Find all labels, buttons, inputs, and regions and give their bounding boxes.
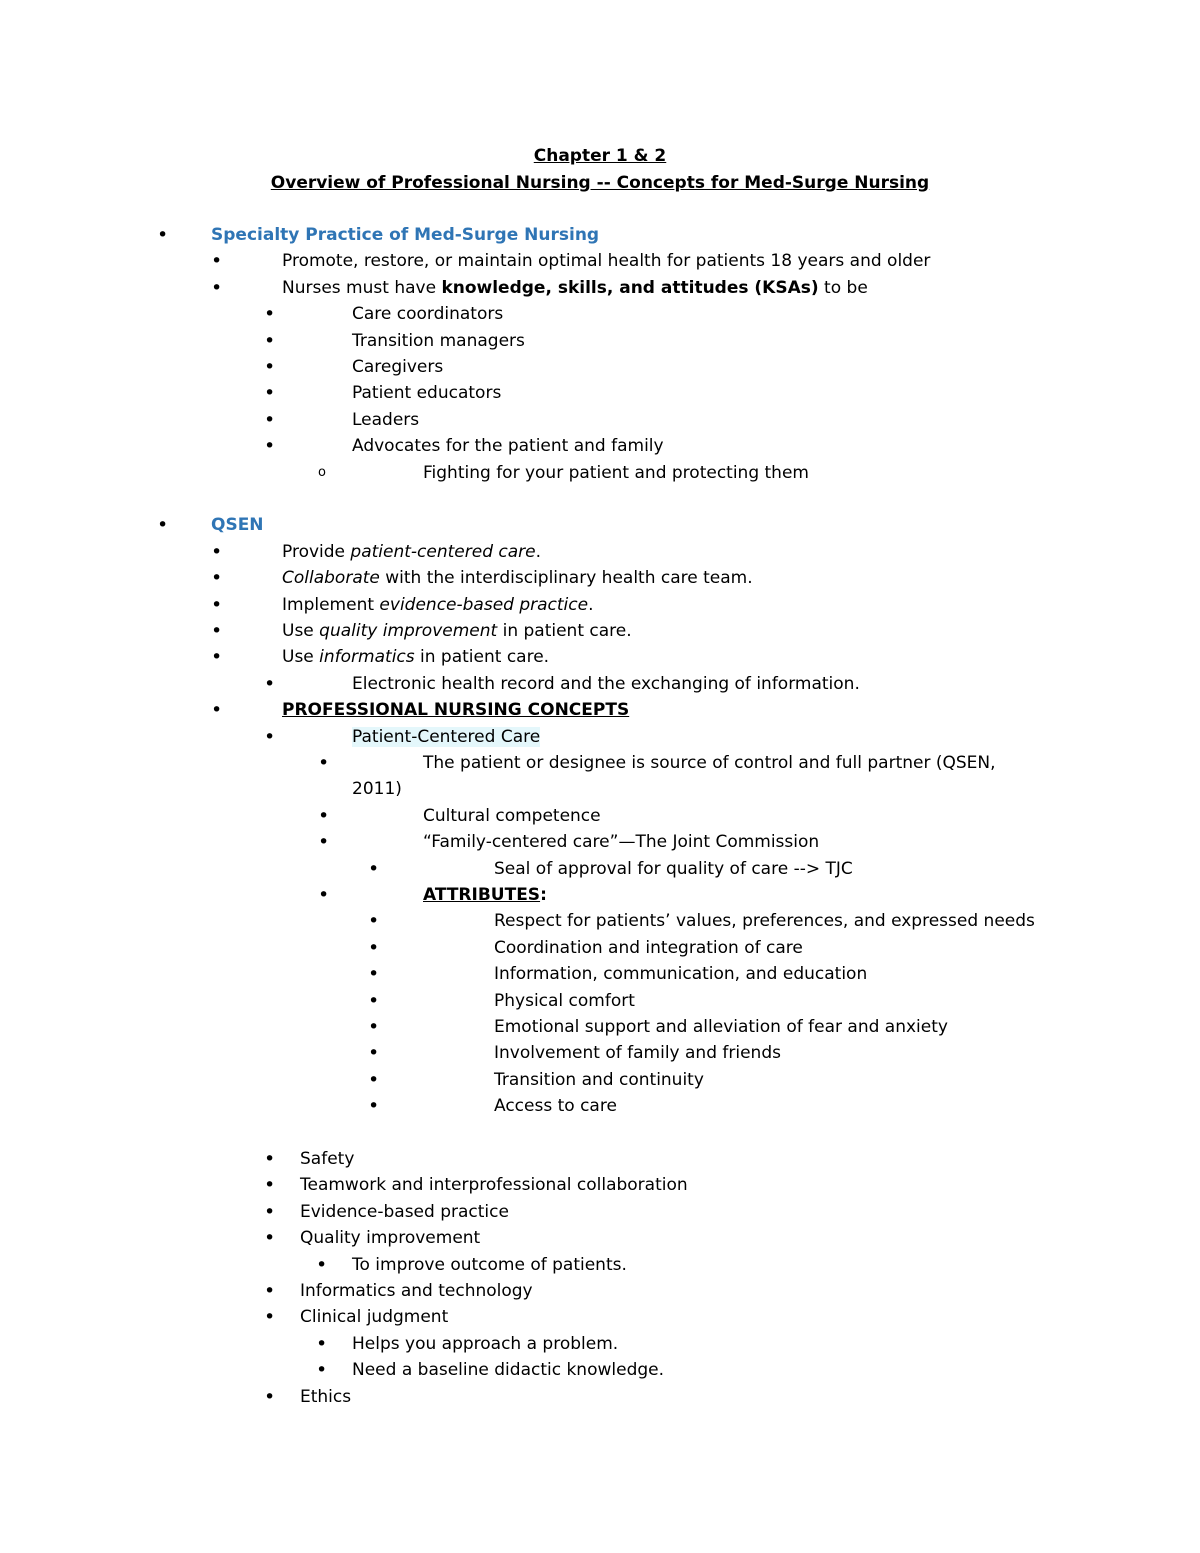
list-item-text — [352, 301, 503, 327]
text-run: Coordination and integration of care — [494, 937, 803, 958]
bullet-icon: • — [368, 1068, 380, 1091]
list-item-text — [300, 1278, 533, 1304]
text-run: Electronic health record and the exchanging of information. — [352, 673, 860, 694]
text-run: informatics — [319, 647, 415, 668]
list-item-text — [352, 776, 402, 802]
list-item-text — [423, 750, 996, 776]
list-item-text — [352, 1252, 627, 1278]
text-run: Use — [282, 621, 320, 641]
text-run: Implement — [282, 594, 380, 615]
bullet-icon: • — [318, 804, 330, 827]
list-item-text — [352, 1357, 664, 1383]
list-item-text — [352, 1331, 618, 1357]
text-run: . — [535, 541, 542, 562]
list-item-text — [352, 354, 443, 380]
list-item-text — [211, 512, 264, 538]
text-run: . — [588, 594, 594, 615]
bullet-icon: • — [264, 1385, 276, 1408]
bullet-icon: • — [157, 224, 169, 246]
text-run: Promote, restore, or maintain optimal health for patients 18 years and older — [282, 251, 931, 272]
bullet-icon: • — [368, 857, 380, 880]
list-item-text — [282, 539, 541, 565]
text-run: Access to care — [494, 1096, 617, 1117]
text-run: : — [540, 885, 547, 905]
text-run: Emotional support and alleviation of fear and anxiety — [494, 1017, 948, 1037]
bullet-icon: • — [316, 1359, 328, 1382]
list-item-text — [282, 592, 594, 618]
bullet-icon: • — [368, 1016, 380, 1038]
text-run: Patient educators — [352, 383, 502, 404]
list-item-text — [352, 380, 501, 406]
list-item-text — [282, 275, 868, 301]
text-run: Caregivers — [352, 357, 444, 377]
bullet-icon: • — [264, 1280, 276, 1302]
text-run: Patient-Centered Care — [352, 726, 541, 747]
text-run: Safety — [300, 1149, 355, 1169]
text-run: in patient care. — [414, 647, 550, 668]
list-item-text — [494, 961, 867, 987]
text-run: Use — [282, 647, 320, 668]
bullet-icon: • — [264, 435, 276, 458]
bullet-icon: • — [264, 1227, 276, 1250]
list-item-text — [300, 1384, 351, 1410]
list-item-text — [423, 829, 819, 855]
bullet-icon: • — [264, 356, 276, 378]
text-run: Quality improvement — [300, 1228, 481, 1249]
bullet-icon: • — [264, 303, 276, 326]
text-run: QSEN — [211, 515, 264, 536]
text-run: Clinical judgment — [300, 1307, 449, 1328]
text-run: Nurses must have — [282, 277, 442, 298]
bullet-icon: • — [264, 408, 276, 431]
list-item-text — [494, 856, 853, 882]
text-run: Respect for patients’ values, preferences, and expressed needs — [494, 911, 1035, 932]
bullet-icon: • — [157, 514, 169, 537]
text-run: PROFESSIONAL NURSING CONCEPTS — [282, 700, 630, 721]
text-run: Physical comfort — [494, 990, 635, 1011]
text-run: 2011) — [352, 779, 402, 800]
bullet-icon: • — [211, 567, 223, 590]
bullet-icon: • — [211, 540, 223, 563]
bullet-icon: • — [368, 1095, 380, 1118]
text-run: to be — [818, 277, 868, 298]
bullet-icon: • — [264, 1200, 276, 1223]
text-run: Informatics and technology — [300, 1281, 533, 1301]
bullet-icon: • — [368, 910, 380, 933]
list-item-text — [352, 671, 860, 697]
list-item-text — [282, 644, 549, 670]
text-run: patient-centered care — [350, 541, 536, 562]
document-title: Chapter 1 & 2 — [533, 146, 667, 166]
bullet-icon: • — [264, 1306, 276, 1329]
text-run: evidence-based practice — [379, 594, 589, 615]
list-item-text — [423, 882, 547, 908]
text-run: Helps you approach a problem. — [352, 1333, 619, 1354]
text-run: Involvement of family and friends — [494, 1043, 781, 1064]
list-item-text — [282, 248, 930, 274]
text-run: Advocates for the patient and family — [352, 436, 664, 457]
list-item-text — [494, 935, 803, 961]
bullet-icon: • — [264, 1148, 276, 1170]
bullet-icon: • — [318, 831, 330, 854]
list-item-text — [300, 1172, 688, 1198]
list-item-text — [300, 1304, 448, 1330]
bullet-icon: • — [211, 593, 223, 616]
bullet-icon: • — [211, 620, 223, 642]
list-item-text — [352, 407, 419, 433]
text-run: The patient or designee is source of control and full partner (QSEN, — [423, 753, 996, 773]
text-run: ATTRIBUTES — [423, 885, 541, 905]
text-run: Collaborate — [282, 568, 380, 589]
list-item-text — [300, 1225, 480, 1251]
bullet-icon: • — [264, 382, 276, 405]
text-run: Specialty Practice of Med-Surge Nursing — [211, 225, 600, 245]
bullet-icon: • — [318, 752, 330, 774]
bullet-icon: • — [211, 250, 223, 273]
list-item-text — [300, 1199, 509, 1225]
list-item-text — [352, 433, 664, 459]
list-item-text — [494, 1040, 781, 1066]
bullet-icon: • — [264, 672, 276, 695]
bullet-icon: • — [211, 646, 223, 669]
list-item-text — [282, 697, 629, 723]
text-run: Transition managers — [352, 330, 525, 351]
bullet-icon: • — [368, 936, 380, 959]
text-run: quality improvement — [319, 621, 498, 641]
text-run: Fighting for your patient and protecting them — [423, 462, 809, 483]
text-run: Evidence-based practice — [300, 1201, 509, 1222]
text-run: in patient care. — [497, 621, 632, 641]
text-run: Cultural competence — [423, 805, 601, 826]
bullet-icon: • — [316, 1253, 328, 1276]
text-run: Leaders — [352, 409, 420, 430]
list-item-text — [494, 988, 635, 1014]
bullet-icon: • — [368, 1042, 380, 1065]
list-item-text — [494, 1014, 948, 1040]
bullet-icon: • — [264, 329, 276, 352]
text-run: Provide — [282, 541, 351, 562]
text-run: “Family-centered care”—The Joint Commission — [423, 832, 820, 853]
bullet-icon: • — [264, 1174, 276, 1197]
bullet-icon: • — [316, 1332, 328, 1355]
list-item-text — [282, 565, 753, 591]
bullet-icon: • — [368, 989, 380, 1012]
bullet-icon: • — [318, 884, 330, 906]
list-item-text — [494, 1067, 704, 1093]
text-run: Care coordinators — [352, 304, 504, 325]
list-item-text — [352, 328, 525, 354]
list-item-text — [282, 618, 632, 644]
text-run: knowledge, skills, and attitudes (KSAs) — [441, 277, 819, 298]
list-item-text — [494, 908, 1035, 934]
list-item-text — [494, 1093, 617, 1119]
list-item-text — [211, 222, 599, 248]
bullet-icon: • — [211, 276, 223, 299]
text-run: with the interdisciplinary health care team. — [379, 568, 753, 589]
list-item-text — [423, 803, 601, 829]
bullet-icon: • — [211, 699, 223, 722]
document-subtitle: Overview of Professional Nursing -- Concepts for Med-Surge Nursing — [270, 173, 930, 193]
text-run: Ethics — [300, 1386, 352, 1407]
text-run: Seal of approval for quality of care --> TJC — [494, 858, 853, 879]
text-run: Teamwork and interprofessional collaboration — [300, 1175, 688, 1196]
text-run: Need a baseline didactic knowledge. — [352, 1360, 665, 1381]
bullet-icon: • — [368, 963, 380, 986]
list-item-text — [300, 1146, 354, 1172]
text-run: Information, communication, and education — [494, 964, 868, 985]
text-run: To improve outcome of patients. — [352, 1254, 627, 1275]
hollow-bullet-icon: o — [318, 464, 326, 480]
list-item-text — [423, 460, 809, 486]
list-item-text — [352, 724, 540, 750]
text-run: Transition and continuity — [494, 1069, 704, 1090]
bullet-icon: • — [264, 725, 276, 748]
